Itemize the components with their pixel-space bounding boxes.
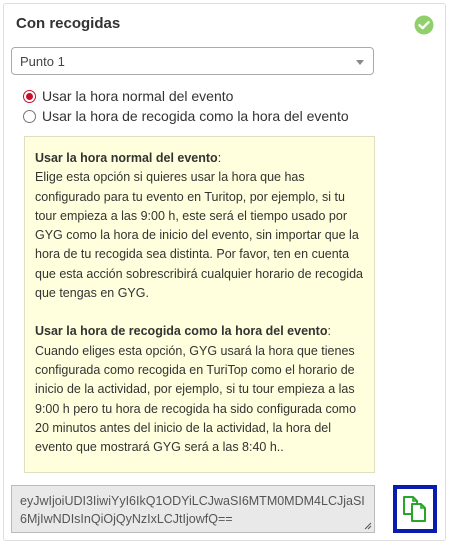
copy-button[interactable] [393, 485, 437, 533]
info-text-1: Elige esta opción si quieres usar la hora que has configurado para tu evento en Turitop, por ejemplo, si tu tour empieza a las 9:00 h, este será el tiempo usado por GYG como la hora de inicio del evento, sin importar que la hora de tu recogida sea distinta. Por favor, ten en cuenta que esta acción sobrescribirá cualquier horario de recogida que tengas en GYG. [35, 170, 363, 301]
info-heading-1: Usar la hora normal del evento [35, 151, 218, 165]
copy-icon [401, 494, 429, 524]
radio-pickup-time-input[interactable] [23, 110, 36, 123]
pickup-point-select[interactable] [11, 47, 374, 75]
panel-title: Con recogidas [16, 15, 121, 32]
radio-event-time-input[interactable] [23, 90, 36, 103]
info-paragraph-1 [35, 149, 364, 303]
info-box [24, 136, 375, 473]
pickup-point-select-value: Punto 1 [20, 54, 65, 69]
info-text-2: Cuando eliges esta opción, GYG usará la hora que tienes configurada como recogida en TuriTop como el horario de inicio de la actividad, por ejemplo, si tu tour empieza a las 9:00 h pero tu hora de recogida ha sido configurada como 20 minutos antes del inicio de la actividad, la hora del evento que mostrará GYG será a las 8:40 h.. [35, 343, 357, 455]
radio-event-time-label[interactable]: Usar la hora normal del evento [42, 88, 234, 104]
integration-code-value: eyJwIjoiUDI3IiwiYyI6IkQ1ODYiLCJwaSI6MTM0MDM4LCJjaSI6MjIwNDIsInQiOjQyNzIxLCJtIjowfQ== [20, 494, 365, 526]
info-colon-1: : [217, 151, 222, 165]
radio-event-time[interactable] [23, 87, 233, 105]
info-heading-2: Usar la hora de recogida como la hora del evento [35, 324, 328, 339]
chevron-down-icon [356, 60, 364, 65]
radio-pickup-time-label[interactable]: Usar la hora de recogida como la hora del evento [42, 108, 349, 124]
check-circle-icon [414, 15, 434, 35]
pickup-panel [3, 3, 446, 541]
radio-pickup-time[interactable] [23, 107, 349, 125]
info-colon-2: : [327, 324, 331, 339]
integration-code-textarea[interactable] [11, 485, 375, 533]
info-paragraph-2 [35, 322, 364, 457]
resize-grip-icon[interactable] [364, 522, 372, 530]
